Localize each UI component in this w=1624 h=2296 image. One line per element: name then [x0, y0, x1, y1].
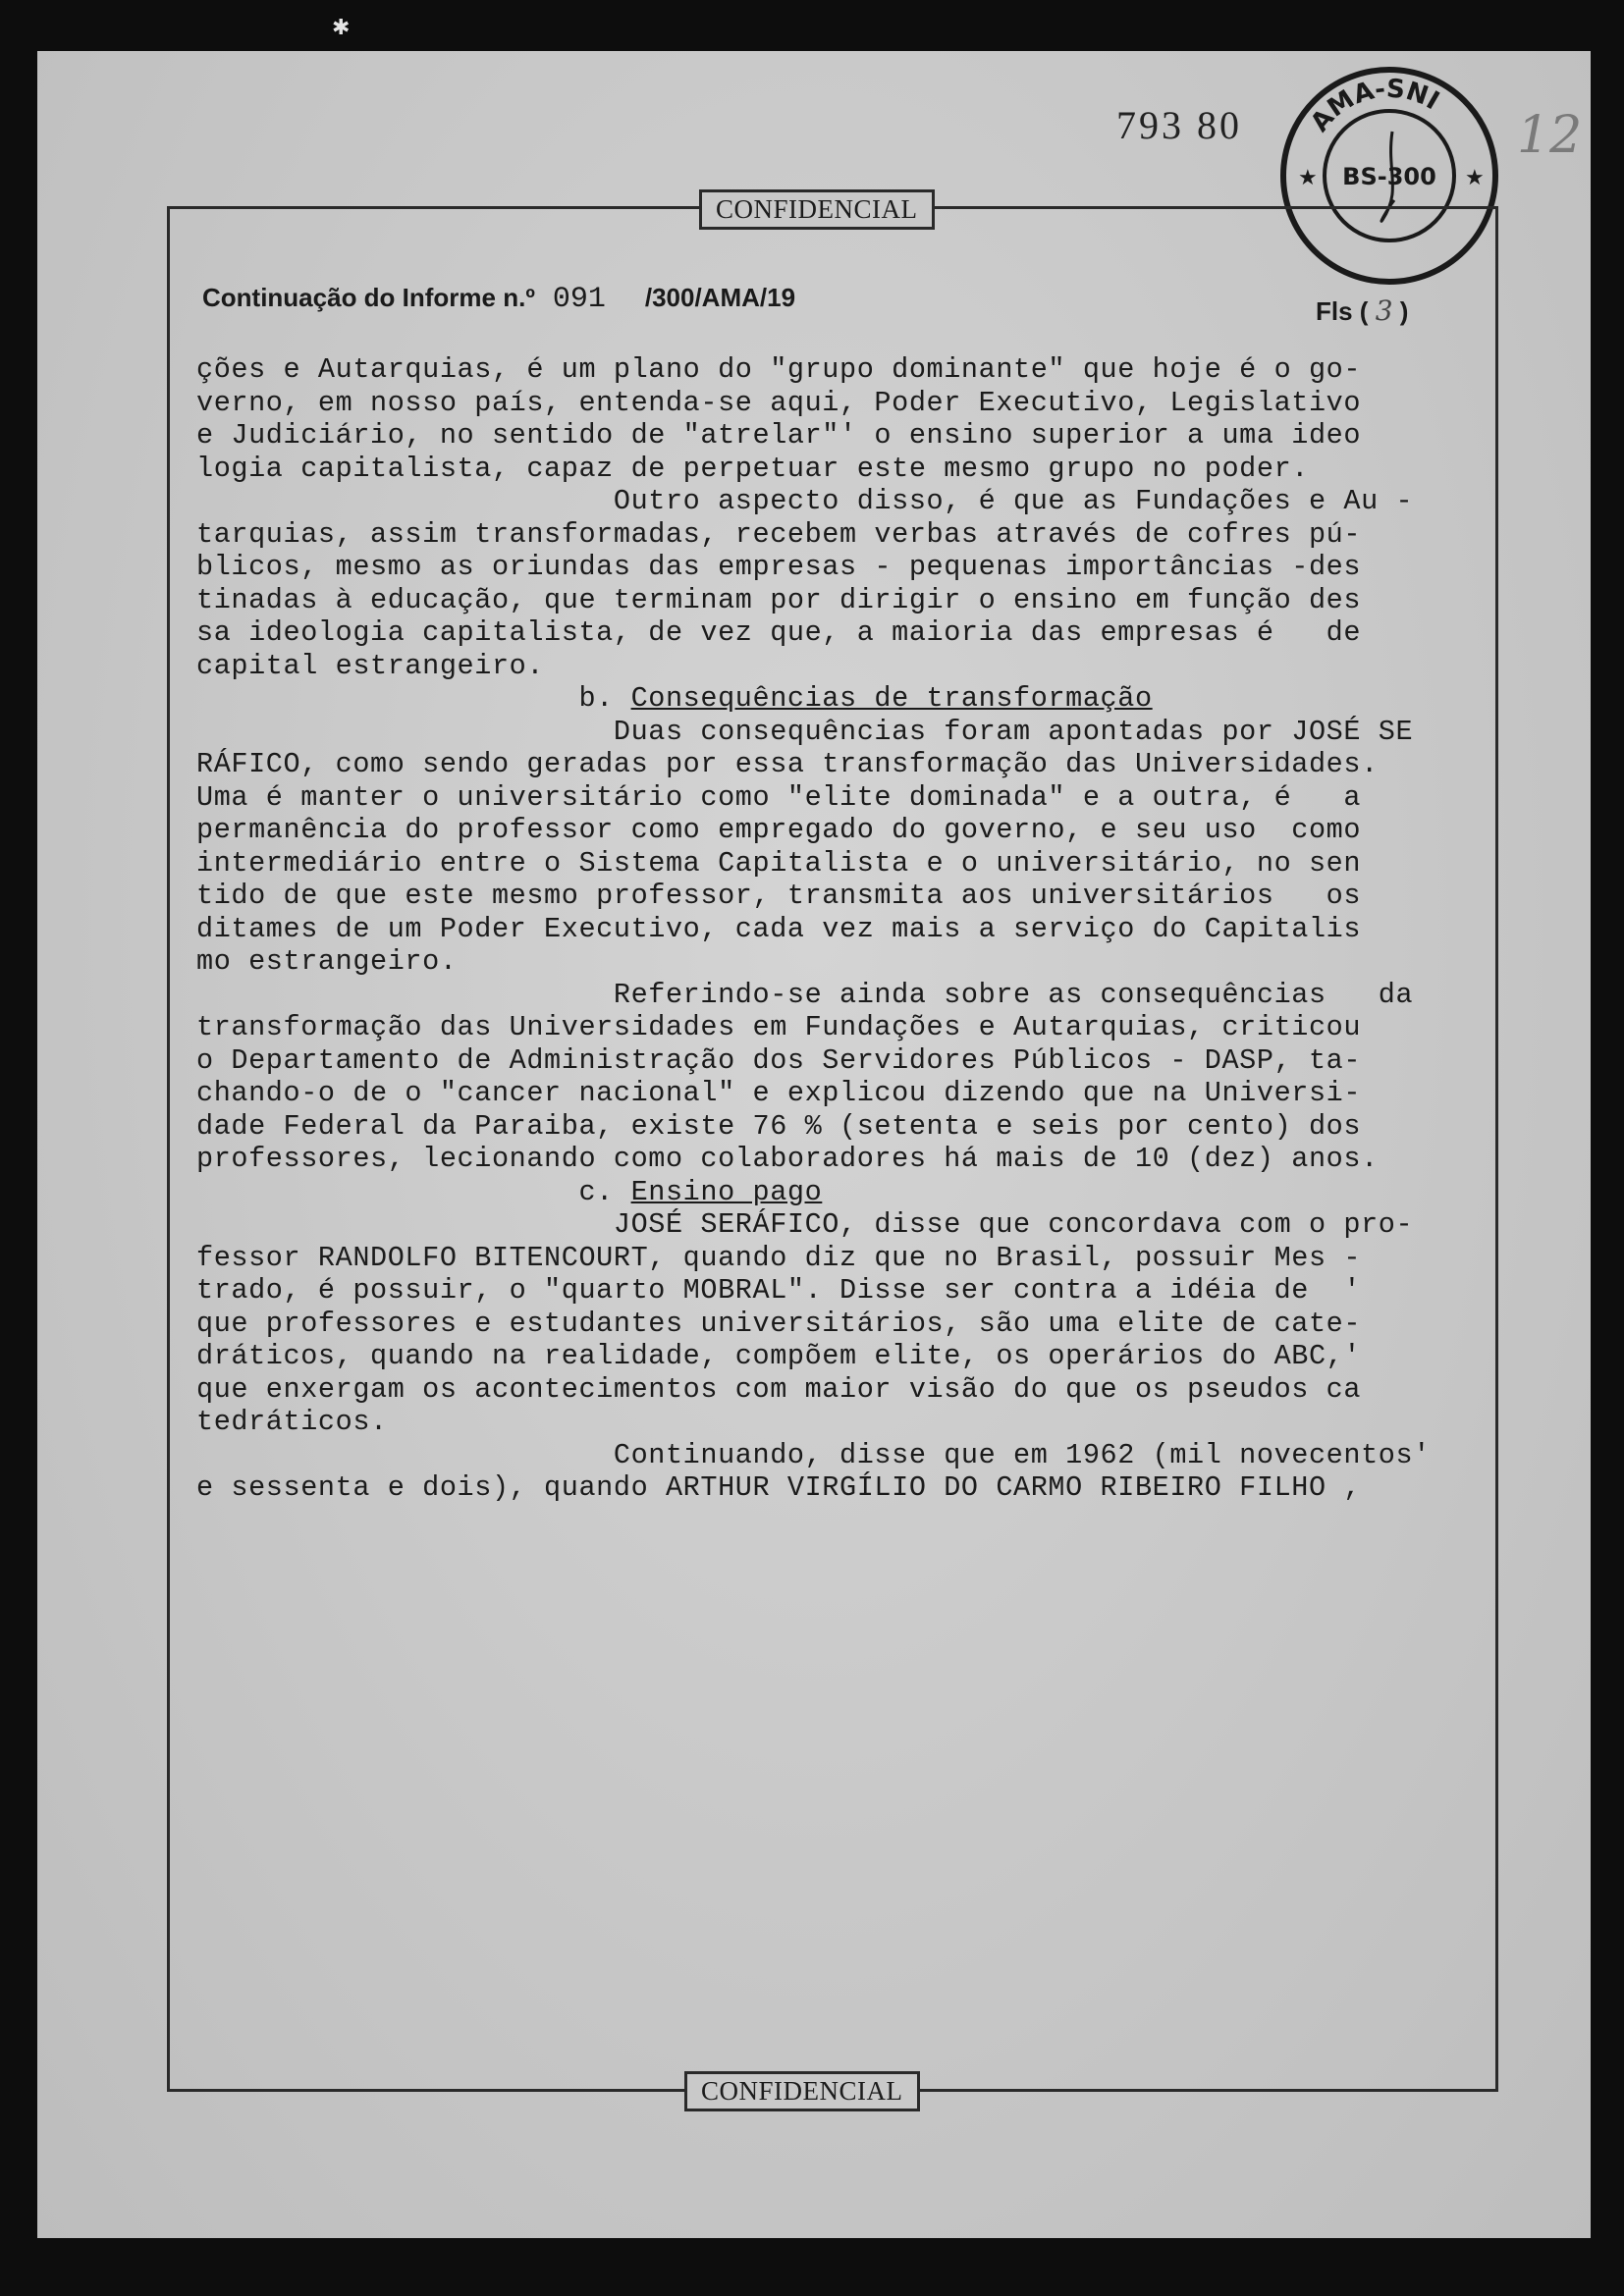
folio-label: Fls ( 3 )	[1316, 294, 1409, 327]
text-line: logia capitalista, capaz de perpetuar este mesmo grupo no poder.	[196, 452, 1309, 485]
text-line: e sessenta e dois), quando ARTHUR VIRGÍLIO DO CARMO RIBEIRO FILHO ,	[196, 1471, 1362, 1504]
document-body	[196, 353, 1478, 1505]
text-line: capital estrangeiro.	[196, 649, 545, 682]
text-line: dade Federal da Paraiba, existe 76 % (setenta e seis por cento) dos	[196, 1109, 1362, 1143]
text-line: tarquias, assim transformadas, recebem verbas através de cofres pú-	[196, 517, 1362, 551]
text-line: professores, lecionando como colaboradores há mais de 10 (dez) anos.	[196, 1143, 1379, 1175]
text-line: Duas consequências foram apontadas por JOSÉ SE	[196, 715, 1414, 748]
svg-text:★: ★	[1465, 166, 1485, 190]
text-line: o Departamento de Administração dos Servidores Públicos - DASP, ta-	[196, 1043, 1362, 1077]
text-line: intermediário entre o Sistema Capitalista e o universitário, no sen	[196, 846, 1362, 880]
section-heading: Ensino pago	[630, 1175, 823, 1208]
text-line: que professores e estudantes universitários, são uma elite de cate-	[196, 1307, 1362, 1340]
section-prefix: c.	[196, 1175, 631, 1208]
text-line: ditames de um Poder Executivo, cada vez mais a serviço do Capitalis	[196, 912, 1362, 945]
text-line: Continuando, disse que em 1962 (mil novecentos'	[196, 1438, 1431, 1471]
svg-text:★: ★	[1298, 166, 1318, 190]
stamp-center-text: BS-300	[1342, 163, 1436, 190]
handwritten-page-number: 12	[1517, 106, 1583, 165]
scan-speck: ✱	[332, 16, 351, 40]
text-line: RÁFICO, como sendo geradas por essa transformação das Universidades.	[196, 748, 1379, 780]
classification-label-top: CONFIDENCIAL	[699, 189, 935, 230]
header-label: Continuação do Informe n.º	[202, 283, 535, 312]
text-line: blicos, mesmo as oriundas das empresas - pequenas importâncias -des	[196, 551, 1362, 583]
report-number: 091	[552, 283, 606, 316]
text-line: transformação das Universidades em Fundações e Autarquias, criticou	[196, 1011, 1362, 1043]
text-line: trado, é possuir, o "quarto MOBRAL". Disse ser contra a idéia de '	[196, 1274, 1362, 1307]
text-line: Uma é manter o universitário como "elite dominada" e a outra, é a	[196, 780, 1362, 814]
report-code: /300/AMA/19	[644, 283, 796, 312]
stamp-top-text: AMA-SNI	[1305, 74, 1444, 138]
text-line: mo estrangeiro.	[196, 945, 458, 978]
text-line: tinadas à educação, que terminam por dirigir o ensino em função des	[196, 583, 1362, 616]
report-header	[202, 283, 795, 316]
text-line: tido de que este mesmo professor, transmita aos universitários os	[196, 880, 1362, 912]
text-line: ções e Autarquias, é um plano do "grupo dominante" que hoje é o go-	[196, 353, 1362, 386]
text-line: dráticos, quando na realidade, compõem elite, os operários do ABC,'	[196, 1340, 1362, 1372]
text-line: Referindo-se ainda sobre as consequências da	[196, 978, 1414, 1011]
text-line: e Judiciário, no sentido de "atrelar"' o ensino superior a uma ideo	[196, 419, 1362, 452]
text-line	[196, 1176, 1478, 1209]
text-line	[196, 682, 1478, 716]
text-line: chando-o de o "cancer nacional" e explicou dizendo que na Universi-	[196, 1077, 1362, 1109]
text-line: permanência do professor como empregado do governo, e seu uso como	[196, 814, 1362, 846]
text-line: verno, em nosso país, entenda-se aqui, Poder Executivo, Legislativo	[196, 386, 1362, 419]
text-line: fessor RANDOLFO BITENCOURT, quando diz que no Brasil, possuir Mes -	[196, 1241, 1362, 1274]
section-heading: Consequências de transformação	[630, 682, 1153, 715]
text-line: JOSÉ SERÁFICO, disse que concordava com o pro-	[196, 1208, 1414, 1241]
text-line: que enxergam os acontecimentos com maior visão do que os pseudos ca	[196, 1372, 1362, 1406]
section-prefix: b.	[196, 682, 631, 715]
document-number: 793 80	[1116, 103, 1242, 147]
text-line: sa ideologia capitalista, de vez que, a maioria das empresas é de	[196, 616, 1362, 649]
folio-page-number: 3	[1375, 294, 1393, 327]
text-line: Outro aspecto disso, é que as Fundações e Au -	[196, 485, 1414, 517]
classification-label-bottom: CONFIDENCIAL	[684, 2071, 920, 2111]
text-line: tedráticos.	[196, 1406, 388, 1438]
